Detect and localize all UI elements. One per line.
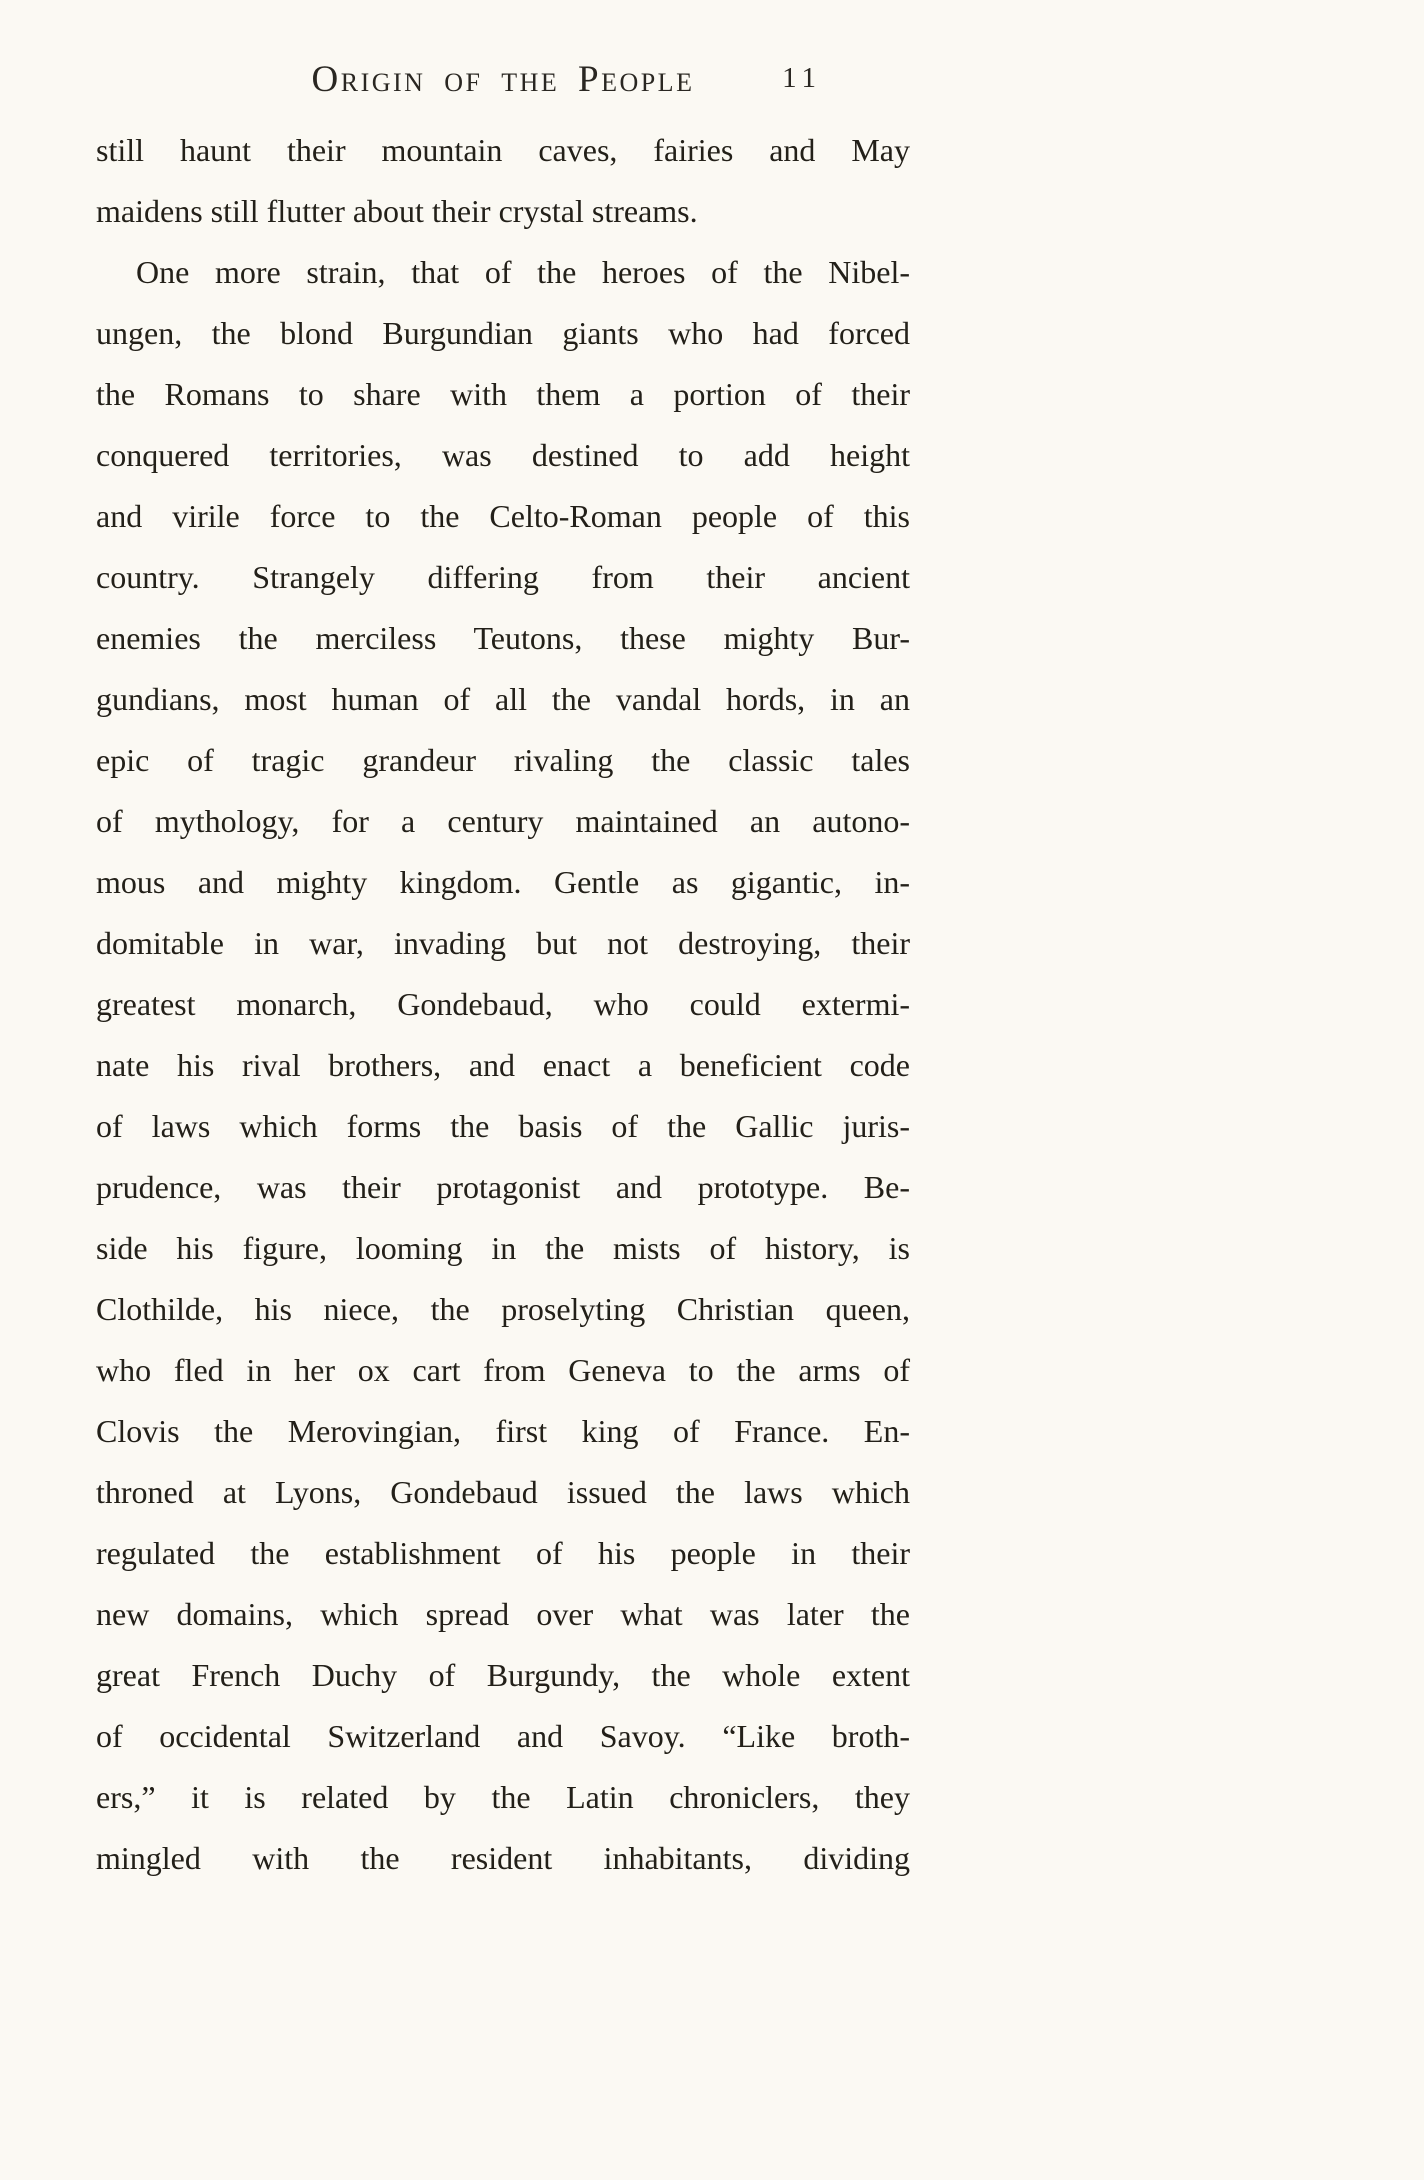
text-line: prudence, was their protagonist and prototype. Be- [96,1169,910,1205]
text-line: Clothilde, his niece, the proselyting Christian queen, [96,1291,910,1327]
text-line: nate his rival brothers, and enact a beneficient code [96,1047,910,1083]
text-line: side his figure, looming in the mists of history, is [96,1230,910,1266]
text-line: epic of tragic grandeur rivaling the classic tales [96,742,910,778]
text-line: maidens still flutter about their crystal streams. [96,193,698,229]
text-line: of mythology, for a century maintained an autono- [96,803,910,839]
text-line: great French Duchy of Burgundy, the whole extent [96,1657,910,1693]
page-number: 11 [782,62,822,94]
text-line: country. Strangely differing from their ancient [96,559,910,595]
text-line: ers,” it is related by the Latin chroniclers, they [96,1779,910,1815]
page-header [96,58,910,112]
body-text [96,120,910,1889]
text-line: and virile force to the Celto-Roman people of this [96,498,910,534]
text-line: domitable in war, invading but not destroying, their [96,925,910,961]
text-line: new domains, which spread over what was later the [96,1596,910,1632]
text-line: enemies the merciless Teutons, these mighty Bur- [96,620,910,656]
text-line: of occidental Switzerland and Savoy. “Like broth- [96,1718,910,1754]
text-line: of laws which forms the basis of the Gallic juris- [96,1108,910,1144]
text-line: regulated the establishment of his people in their [96,1535,910,1571]
text-line: who fled in her ox cart from Geneva to the arms of [96,1352,910,1388]
text-line: Clovis the Merovingian, first king of France. En- [96,1413,910,1449]
text-line: ungen, the blond Burgundian giants who had forced [96,315,910,351]
text-line: mous and mighty kingdom. Gentle as gigantic, in- [96,864,910,900]
text-line: greatest monarch, Gondebaud, who could extermi- [96,986,910,1022]
text-line: throned at Lyons, Gondebaud issued the laws which [96,1474,910,1510]
text-line: gundians, most human of all the vandal hords, in an [96,681,910,717]
running-head-title: Origin of the People [311,59,695,100]
text-line: One more strain, that of the heroes of the Nibel- [136,254,910,290]
text-line: still haunt their mountain caves, fairies and May [96,132,910,168]
text-line: conquered territories, was destined to add height [96,437,910,473]
text-line: the Romans to share with them a portion of their [96,376,910,412]
text-line: mingled with the resident inhabitants, dividing [96,1840,910,1876]
